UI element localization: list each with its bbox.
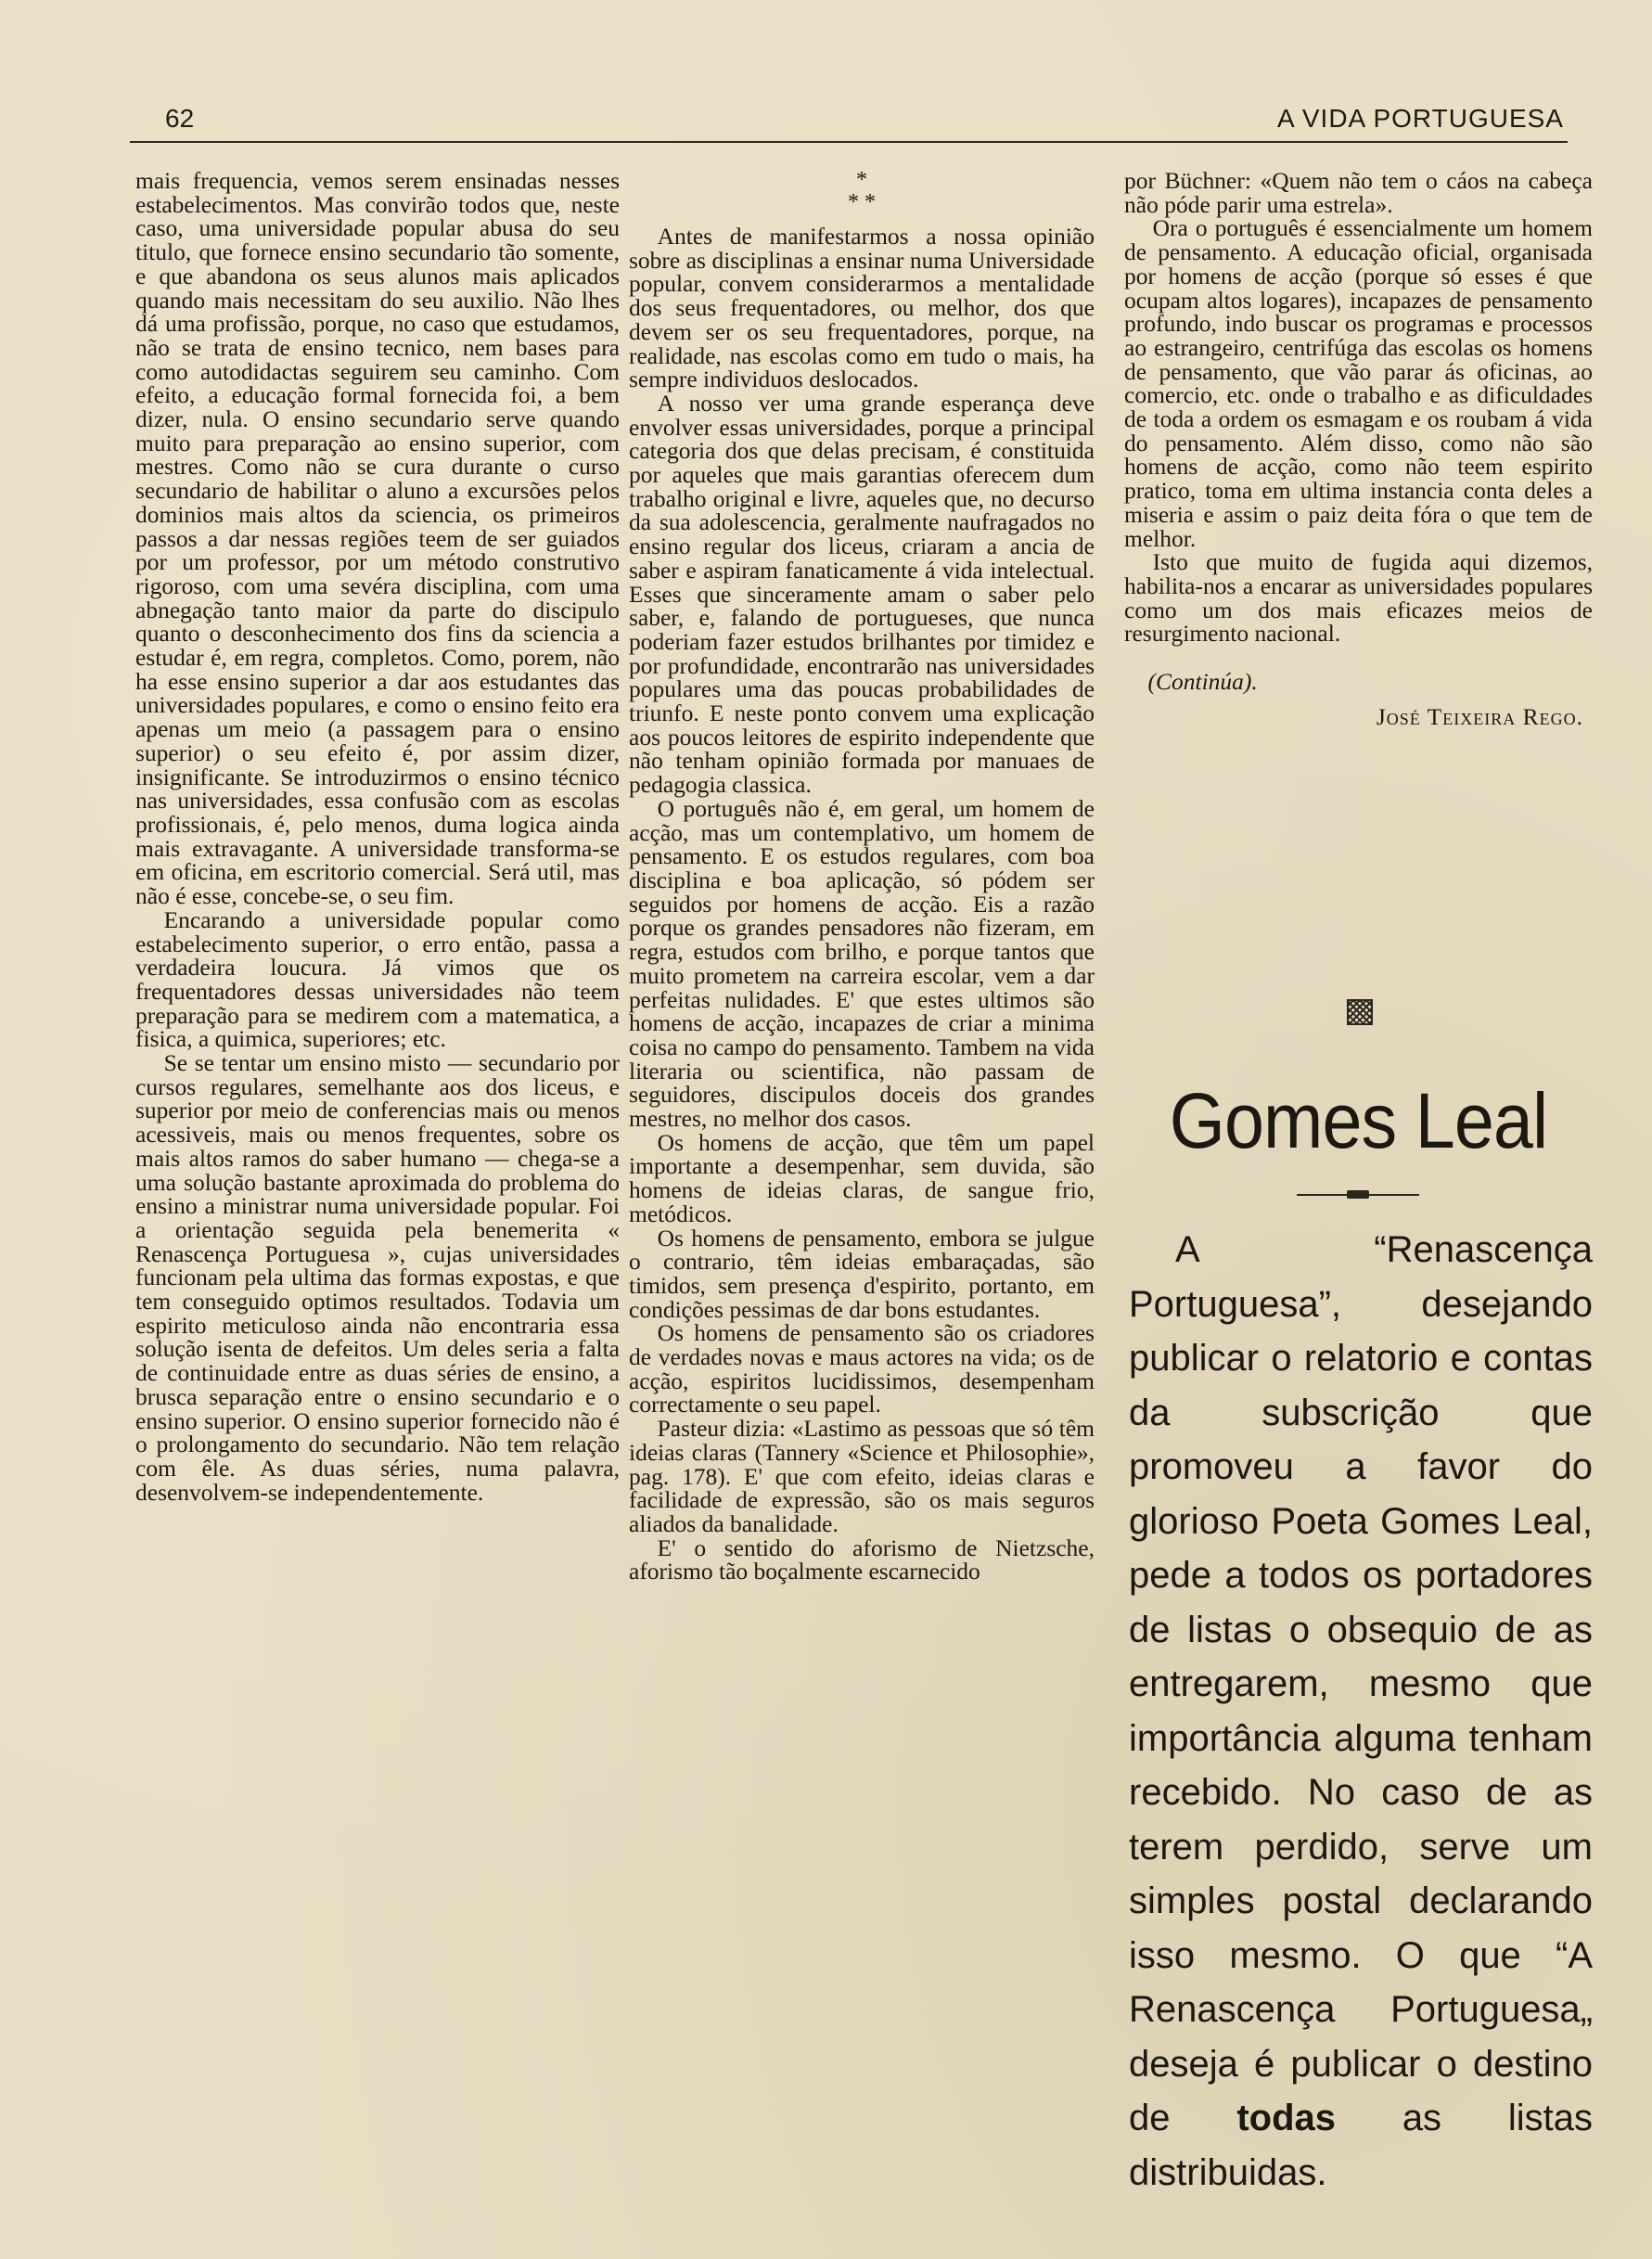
notice-text-end: as listas distribuidas.: [1129, 2098, 1593, 2193]
notice-title: Gomes Leal: [1169, 1077, 1548, 1164]
notice-emphasis: todas: [1236, 2098, 1336, 2138]
article-column-3: [1124, 169, 1593, 728]
paragraph: O português não é, em geral, um homem de acção, mas um contemplativo, um homem de pensamento. E os estudos regulares, com boa disciplina e boa aplicação, só pódem ser seguidos por homens de acção. Eis a razão porque os grandes pensadores não fizeram, em regra, estudos com brilho, e porque tantos que muito prometem na carreira escolar, vem a dar perfeitas nulidades. E' que estes ultimos são homens de acção, incapazes de criar a minima coisa no campo do pensamento. Tambem na vida literaria ou scientifica, não passam de seguidores, discipulos doceis dos grandes mestres, no melhor dos casos.: [629, 794, 1095, 1133]
divider-ornament-icon: [1347, 1190, 1369, 1199]
paragraph: Os homens de pensamento são os criadores de verdades novas e maus actores na vida; os de acção, espiritos lucidissimos, desempenham correctamente o seu papel.: [629, 1319, 1095, 1418]
paragraph: A nosso ver uma grande esperança deve envolver essas universidades, porque a principal categoria dos que delas precisam, é constituida por aqueles que mais garantias oferecem dum trabalho original e livre, aqueles que, no decurso da sua adolescencia, geralmente naufragados no ensino regular dos liceus, criaram a ancia de saber e aspiram fanaticamente á vida intelectual. Esses que sinceramente amam o saber pelo saber, e, falando de portugueses, que nunca poderiam fazer estudos brilhantes por timidez e por profundidade, encontrarão nas universidades populares uma das poucas probabilidades de triunfo. E neste ponto convem uma explicação aos poucos leitores de espirito independente que não tenham opinião formada por manuaes de pedagogia classica.: [629, 389, 1095, 799]
article-column-2: [629, 169, 1095, 1584]
page-header: [130, 100, 1568, 143]
asterisk-top: *: [856, 168, 867, 192]
paragraph: Isto que muito de fugida aqui dizemos, habilita-nos a encarar as universidades populares como um dos mais eficazes meios de resurgimento nacional.: [1124, 548, 1593, 648]
paragraph: E' o sentido do aforismo de Nietzsche, aforismo tão boçalmente escarnecido: [629, 1534, 1095, 1585]
paragraph: Pasteur dizia: «Lastimo as pessoas que só têm ideias claras (Tannery «Science et Philosophie», pag. 178). E' que com efeito, ideias claras e facilidade de expressão, são os mais seguros aliados da banalidade.: [629, 1415, 1095, 1537]
asterisk-bottom: * *: [848, 190, 876, 214]
paragraph: Ora o português é essencialmente um homem de pensamento. A educação oficial, organisada por homens de acção (porque só esses é que ocupam altos logares), incapazes de pensamento profundo, indo buscar os programas e processos ao estrangeiro, centrifúga das escolas os homens de pensamento, que vão parar ás oficinas, ao comercio, etc. onde o trabalho e as dificuldades de toda a ordem os esmagam e os roubam á vida do pensamento. Além disso, como não são homens de acção, como não teem espirito pratico, toma em ultima instancia conta deles a miseria e assim o paiz deita fóra o que tem de melhor.: [1124, 214, 1593, 552]
paragraph: Os homens de acção, que têm um papel importante a desempenhar, sem duvida, são homens de ideias claras, de sangue frio, metódicos.: [629, 1128, 1095, 1227]
author-signature: José Teixeira Rego.: [1376, 702, 1583, 730]
continued-note: (Continúa).: [1147, 668, 1258, 696]
journal-title: A VIDA PORTUGUESA: [1276, 104, 1564, 133]
paragraph: Encarando a universidade popular como estabelecimento superior, o erro então, passa a verdadeira loucura. Já vimos que os frequentadores dessas universidades não teem preparação para se medirem com a matematica, a fisica, a quimica, superiores; etc.: [135, 905, 620, 1053]
notice-body: [1129, 1223, 1593, 2200]
paragraph: por Büchner: «Quem não tem o cáos na cabeça não póde parir uma estrela».: [1124, 167, 1593, 218]
notice-text: A “Renascença Portuguesa”, desejando publicar o relatorio e contas da subscrição que promoveu a favor do glorioso Poeta Gomes Leal, pede a todos os portadores de listas o obsequio de as entregarem, mesmo que importância alguma tenham recebido. No caso de as terem perdido, serve um simples postal declarando isso mesmo. O que “A Renascença Portuguesa„ deseja é publicar o destino de: [1129, 1229, 1593, 2138]
page-number: 62: [165, 104, 195, 133]
paragraph: Os homens de pensamento, embora se julgue o contrario, têm ideias embaraçadas, são timidos, sem presença d'espirito, portanto, em condições pessimas de dar bons estudantes.: [629, 1224, 1095, 1323]
paragraph: mais frequencia, vemos serem ensinadas nesses estabelecimentos. Mas convirão todos que, neste caso, uma universidade popular abusa do seu titulo, que fornece ensino secundario tão somente, e que abandona os seus alunos mais aplicados quando mais necessitam do seu auxilio. Não lhes dá uma profissão, porque, no caso que estudamos, não se trata de ensino tecnico, nem bases para como autodidactas seguirem seu caminho. Com efeito, a educação formal fornecida foi, a bem dizer, nula. O ensino secundario serve quando muito para preparação ao ensino superior, com mestres. Como não se cura durante o curso secundario de habilitar o aluno a excursões pelos dominios mais altos da sciencia, os primeiros passos a dar nessas regiões teem de ser guiados por um professor, por um método construtivo rigoroso, com uma sevéra disciplina, com uma abnegação tanto maior da parte do discipulo quanto o desconhecimento dos fins da sciencia a estudar é, em regra, completos. Como, porem, não ha esse ensino superior a dar aos estudantes das universidades populares, e como o ensino feito era apenas um meio (a passagem para o ensino superior) o seu efeito é, por assim dizer, insignificante. Se introduzirmos o ensino técnico nas universidades, essa confusão com as escolas profissionais, é, pelo menos, duma logica ainda mais extravagante. A universidade transforma-se em oficina, em escritorio comercial. Será util, mas não é esse, concebe-se, o seu fim.: [135, 167, 620, 910]
paragraph: Se se tentar um ensino misto — secundario por cursos regulares, semelhante aos dos liceus, e superior por meio de conferencias mais ou menos acessiveis, mais ou menos frequentes, sobre os mais altos ramos do saber humano — chega-se a uma solução bastante aproximada do problema do ensino a ministrar numa universidade popular. Foi a orientação seguida pela benemerita « Renascença Portuguesa », cujas universidades funcionam pela ultima das formas expostas, e que tem conseguido optimos resultados. Todavia um espirito meticuloso ainda não encontraria essa solução isenta de defeitos. Um deles seria a falta de continuidade entre as duas séries de ensino, a brusca separação entre o ensino secundario e o ensino superior. O ensino superior fornecido não é o prolongamento do secundario. Não tem relação com êle. As duas séries, numa palavra, desenvolvem-se independentemente.: [135, 1049, 620, 1506]
section-separator: [629, 169, 1095, 213]
notice-paragraph: [1129, 1223, 1593, 2200]
paragraph: Antes de manifestarmos a nossa opinião sobre as disciplinas a ensinar numa Universidade popular, convem considerarmos a mentalidade dos seus frequentadores, ou melhor, dos que devem ser os seu frequentadores, porque, na realidade, nas escolas como em tudo o mais, ha sempre individuos deslocados.: [629, 223, 1095, 393]
article-column-1: [135, 169, 620, 1504]
ornament-icon: [1347, 999, 1373, 1025]
